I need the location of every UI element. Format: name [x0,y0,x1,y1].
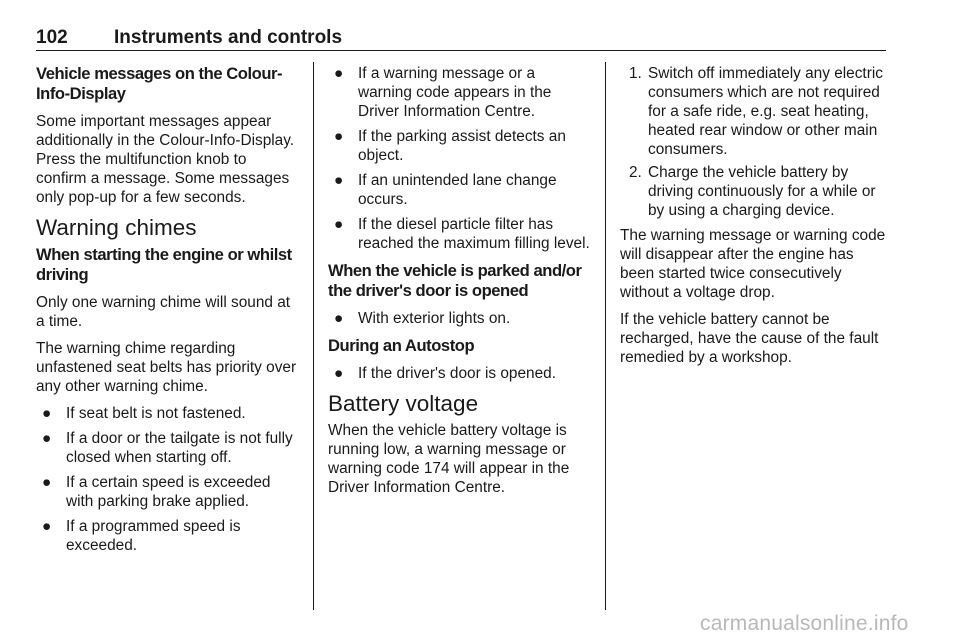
paragraph-battery-voltage: When the vehicle battery voltage is running low, a warning message or warning code 174 will appear in the Driver Information Centre. [328,422,570,496]
list-item-text: Switch off immediately any electric consumers which are not required for a safe ride, e.g. seat heating, heated rear window or other main consumers. [648,65,883,158]
paragraph-only-one-chime: Only one warning chime will sound at a time. [36,294,291,330]
list-item-text: With exterior lights on. [358,310,511,327]
column-divider [313,62,314,610]
heading-vehicle-messages: Vehicle messages on the Colour-Info-Display [36,64,283,103]
list-item-text: If a warning message or a warning code appears in the Driver Information Centre. [358,65,552,120]
list-item [36,429,300,467]
heading-battery-voltage: Battery voltage [328,391,479,416]
list-item [328,64,592,121]
heading-warning-chimes: Warning chimes [36,215,197,240]
bullet-icon: ● [334,65,344,82]
list-item [620,64,888,159]
list-item [328,364,592,383]
paragraph-vehicle-messages: Some important messages appear additionally in the Colour-Info-Display. Press the multifunction knob to confirm a message. Some messages only pop-up for a few seconds. [36,113,295,206]
list-item [328,215,592,253]
list-item-text: If the parking assist detects an object. [358,128,566,164]
header-rule [36,50,886,51]
column-divider [605,62,606,610]
column-2 [328,64,592,505]
list-item-text: If the driver's door is opened. [358,365,556,382]
parked-conditions-list [328,309,592,328]
running-title: Instruments and controls [114,27,343,48]
battery-steps-list [620,64,888,220]
list-item-text: If a door or the tailgate is not fully closed when starting off. [66,430,293,466]
bullet-icon: ● [334,310,344,327]
paragraph-seat-belt-priority: The warning chime regarding unfastened seat belts has priority over any other warning chime. [36,340,297,395]
list-item [36,473,300,511]
bullet-icon: ● [334,216,344,233]
heading-during-autostop: During an Autostop [328,336,475,355]
list-item-text: If a programmed speed is exceeded. [66,518,241,554]
chime-conditions-list [36,404,300,555]
watermark-text: carmanualsonline.info [700,612,909,635]
bullet-icon: ● [334,365,344,382]
list-item [36,517,300,555]
list-item-text: Charge the vehicle battery by driving continuously for a while or by using a charging device. [648,164,876,219]
heading-vehicle-parked: When the vehicle is parked and/or the driver's door is opened [328,261,582,300]
chime-conditions-list-continued [328,64,592,253]
column-1 [36,64,300,563]
list-item [328,171,592,209]
step-number: 2. [629,164,642,181]
bullet-icon: ● [334,172,344,189]
paragraph-message-disappears: The warning message or warning code will disappear after the engine has been started twice consecutively without a voltage drop. [620,227,886,301]
bullet-icon: ● [42,405,52,422]
list-item [328,309,592,328]
list-item-text: If a certain speed is exceeded with parking brake applied. [66,474,271,510]
page-header [36,27,886,49]
list-item [620,163,888,220]
page-number: 102 [36,27,68,48]
autostop-conditions-list [328,364,592,383]
list-item [36,404,300,423]
heading-when-starting: When starting the engine or whilst driving [36,245,292,284]
bullet-icon: ● [42,430,52,447]
list-item-text: If the diesel particle filter has reached the maximum filling level. [358,216,590,252]
list-item-text: If an unintended lane change occurs. [358,172,557,208]
step-number: 1. [629,65,642,82]
column-3 [620,64,888,375]
bullet-icon: ● [42,518,52,535]
bullet-icon: ● [334,128,344,145]
paragraph-cannot-recharge: If the vehicle battery cannot be recharged, have the cause of the fault remedied by a workshop. [620,311,879,366]
list-item [328,127,592,165]
bullet-icon: ● [42,474,52,491]
list-item-text: If seat belt is not fastened. [66,405,246,422]
